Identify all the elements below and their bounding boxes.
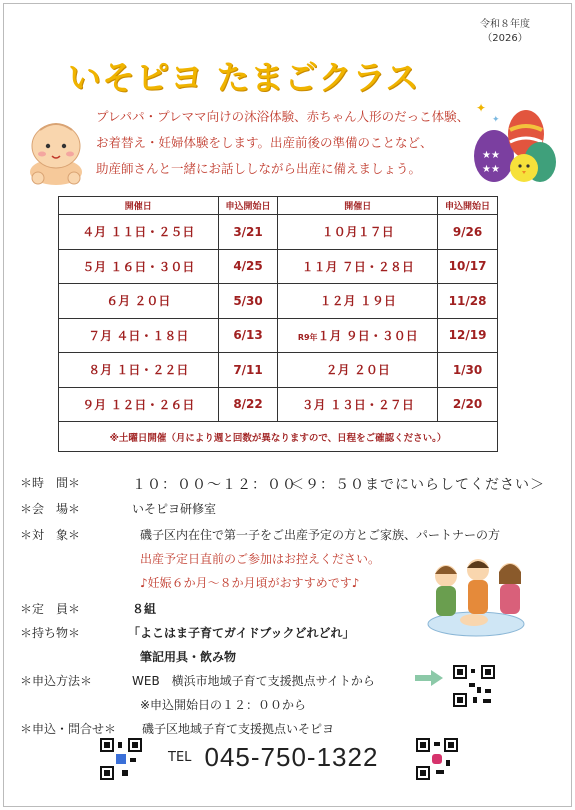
session-date-text: ２月 ２０日 — [325, 363, 390, 378]
session-date — [278, 318, 438, 353]
apply-start: 2/20 — [438, 387, 498, 422]
svg-text:✦: ✦ — [476, 101, 487, 115]
hp-qr-code-icon[interactable] — [100, 738, 142, 780]
apply-start: 3/21 — [218, 215, 278, 250]
session-date: ９月 １２日・２６日 — [59, 387, 219, 422]
intro-line: プレパパ・プレママ向けの沐浴体験、赤ちゃん人形のだっこ体験、 — [96, 109, 470, 124]
session-date — [278, 353, 438, 388]
bring-label: ＊持ち物＊ — [20, 626, 81, 640]
schedule-note: ※土曜日開催（月により週と回数が異なりますので、日程をご確認ください。） — [59, 422, 498, 452]
apply-start: 9/26 — [438, 215, 498, 250]
baby-illustration — [18, 112, 94, 188]
column-header-apply: 申込開始日 — [438, 197, 498, 215]
schedule-table — [58, 196, 498, 452]
fiscal-year — [465, 18, 545, 46]
column-header-date: 開催日 — [278, 197, 438, 215]
year-prefix: R9年 — [297, 332, 318, 342]
family-bath-illustration — [416, 550, 536, 640]
intro-text — [96, 104, 516, 182]
session-date — [278, 387, 438, 422]
table-row — [59, 249, 498, 284]
session-date: ６月 ２０日 — [59, 284, 219, 319]
session-date: ７月 ４日・１８日 — [59, 318, 219, 353]
table-row — [59, 215, 498, 250]
apply-start: 1/30 — [438, 353, 498, 388]
target-value: 磯子区内在住で第一子をご出産予定の方とご家族、パートナーの方 — [140, 528, 501, 542]
table-row — [59, 387, 498, 422]
intro-line: 助産師さんと一緒にお話ししながら出産に備えましょう。 — [96, 161, 422, 176]
fiscal-year-reiwa: 令和８年度 — [480, 19, 530, 30]
capacity-label: ＊定 員＊ — [20, 602, 81, 616]
contact-label: ＊申込・問合せ＊ — [20, 722, 117, 736]
session-date: ５月 １６日・３０日 — [59, 249, 219, 284]
table-row — [59, 353, 498, 388]
contact-value: 磯子区地域子育て支援拠点いそピヨ — [142, 722, 335, 736]
column-header-apply: 申込開始日 — [218, 197, 278, 215]
apply-start: 12/19 — [438, 318, 498, 353]
tel-label: TEL — [168, 750, 192, 765]
intro-line: お着替え・妊婦体験をします。出産前後の準備のことなど、 — [96, 135, 433, 150]
target-label: ＊対 象＊ — [20, 528, 81, 542]
table-note-row — [59, 422, 498, 452]
fiscal-year-western: （2026） — [482, 33, 528, 44]
time-note: ＜９：５０までにいらしてください＞ — [290, 477, 545, 493]
time-label: ＊時 間＊ — [20, 476, 81, 490]
place-label: ＊会 場＊ — [20, 502, 81, 516]
session-date-text: ３月 １３日・２７日 — [301, 397, 414, 412]
session-date-text: １０月１７日 — [321, 225, 394, 240]
apply-start: 10/17 — [438, 249, 498, 284]
time-value: １０：００～１２：００ — [132, 477, 297, 493]
capacity-value: ８組 — [132, 602, 157, 616]
apply-start: 11/28 — [438, 284, 498, 319]
place-value: いそピヨ研修室 — [132, 502, 217, 516]
apply-start: 5/30 — [218, 284, 278, 319]
arrow-icon — [415, 670, 443, 686]
table-row — [59, 318, 498, 353]
session-date-text: １１月 ７日・２８日 — [301, 259, 414, 274]
svg-text:★★: ★★ — [482, 164, 500, 175]
phone-contact — [168, 742, 378, 773]
qr-code-icon[interactable] — [453, 665, 495, 707]
table-header-row — [59, 197, 498, 215]
bring-value-1: 「よこはま子育てガイドブックどれどれ」 — [128, 626, 355, 640]
apply-start: 8/22 — [218, 387, 278, 422]
tel-number[interactable]: 045-750-1322 — [204, 742, 379, 772]
apply-value: WEB 横浜市地域子育て支援拠点サイトから — [132, 674, 375, 688]
apply-start: 7/11 — [218, 353, 278, 388]
apply-label: ＊申込方法＊ — [20, 674, 93, 688]
svg-text:★★: ★★ — [482, 150, 500, 161]
session-date: ８月 １日・２２日 — [59, 353, 219, 388]
instagram-qr-code-icon[interactable] — [416, 738, 458, 780]
table-row — [59, 284, 498, 319]
session-date — [278, 215, 438, 250]
apply-start: 6/13 — [218, 318, 278, 353]
apply-start: 4/25 — [218, 249, 278, 284]
apply-note: ※申込開始日の１２：００から — [140, 698, 307, 712]
session-date: ４月 １１日・２５日 — [59, 215, 219, 250]
bring-value-2: 筆記用具・飲み物 — [140, 650, 237, 664]
page-title: いそピヨ たまごクラス — [68, 58, 420, 97]
svg-text:✦: ✦ — [492, 115, 500, 125]
target-note-1: 出産予定日直前のご参加はお控えください。 — [140, 552, 381, 566]
column-header-date: 開催日 — [59, 197, 219, 215]
session-date — [278, 284, 438, 319]
easter-eggs-illustration — [468, 100, 560, 192]
session-date — [278, 249, 438, 284]
session-date-text: １２月 １９日 — [319, 294, 396, 309]
session-date-text: １月 ９日・３０日 — [317, 328, 418, 343]
target-note-2: ♪妊娠６か月～８か月頃がおすすめです♪ — [140, 576, 360, 590]
